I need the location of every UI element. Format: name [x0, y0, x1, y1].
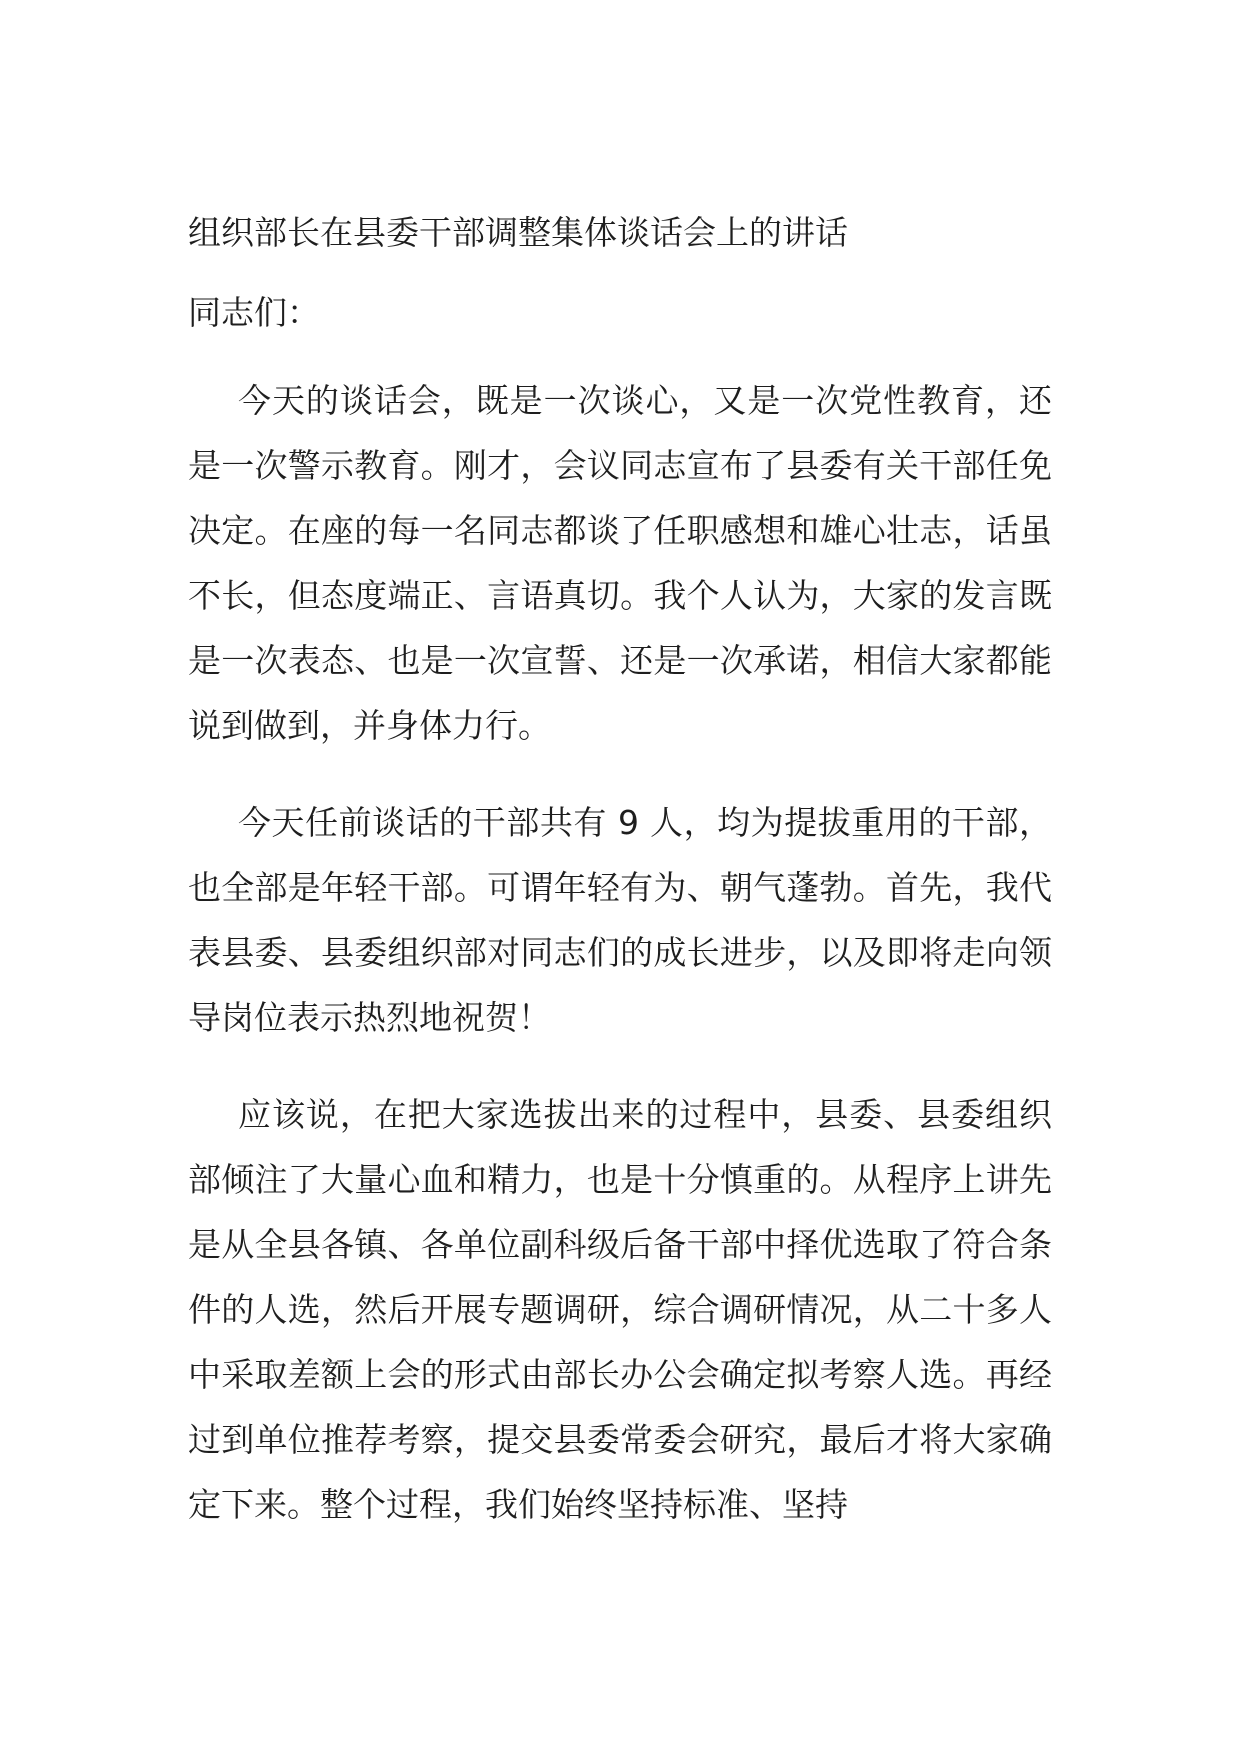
paragraph-3: 应该说，在把大家选拔出来的过程中，县委、县委组织部倾注了大量心血和精力，也是十分慎重的。从程序上讲先是从全县各镇、各单位副科级后备干部中择优选取了符合条件的人选，然后开展专题调研，综合调研情况，从二十多人中采取差额上会的形式由部长办公会确定拟考察人选。再经过到单位推荐考察，提交县委常委会研究，最后才将大家确定下来。整个过程，我们始终坚持标准、坚持: [188, 1094, 1052, 1524]
paragraph-1: 今天的谈话会，既是一次谈心，又是一次党性教育，还是一次警示教育。刚才，会议同志宣布了县委有关干部任免决定。在座的每一名同志都谈了任职感想和雄心壮志，话虽不长，但态度端正、言语真切。我个人认为，大家的发言既是一次表态、也是一次宣誓、还是一次承诺，相信大家都能说到做到，并身体力行。: [188, 380, 1052, 745]
salutation: 同志们：: [188, 293, 320, 333]
document-title: 组织部长在县委干部调整集体谈话会上的讲话: [188, 213, 848, 252]
document-body: [188, 212, 1052, 1569]
paragraph-2: 今天任前谈话的干部共有 9 人，均为提拔重用的干部，也全部是年轻干部。可谓年轻有为、朝气蓬勃。首先，我代表县委、县委组织部对同志们的成长进步，以及即将走向领导岗位表示热烈地祝贺！: [188, 802, 1052, 1037]
